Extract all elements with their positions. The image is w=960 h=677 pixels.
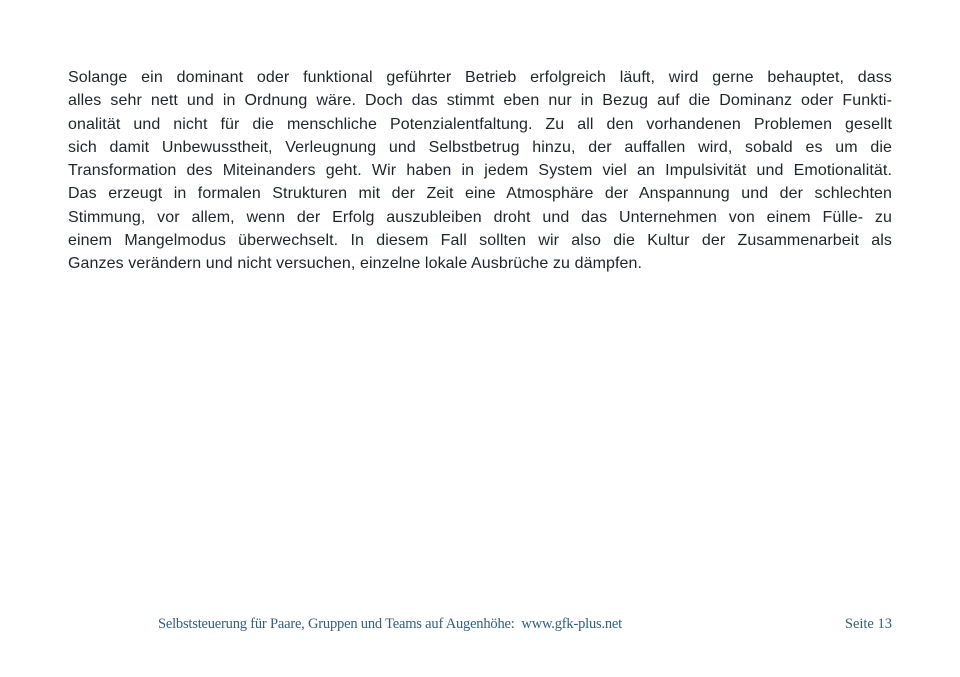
paragraph-line: alles sehr nett und in Ordnung wäre. Doch das stimmt eben nur in Bezug auf die Dominanz oder Funkti-: [68, 92, 892, 110]
paragraph-line: sich damit Unbewusstheit, Verleugnung und Selbstbetrug hinzu, der auffallen wird, sobald es um die: [68, 138, 892, 156]
page-number: Seite 13: [844, 616, 892, 632]
paragraph: [68, 66, 892, 276]
paragraph-line: Solange ein dominant oder funktional geführter Betrieb erfolgreich läuft, wird gerne behauptet, dass: [68, 69, 892, 86]
paragraph-line: Das erzeugt in formalen Strukturen mit der Zeit eine Atmosphäre der Anspannung und der schlechten: [68, 185, 892, 203]
paragraph-line: Transformation des Miteinanders geht. Wir haben in jedem System viel an Impulsivität und Emotionalität.: [68, 162, 892, 180]
footer-source-text: Selbststeuerung für Paare, Gruppen und Teams auf Augenhöhe: www.gfk-plus.net: [158, 616, 622, 632]
paragraph-line: Ganzes verändern und nicht versuchen, einzelne lokale Ausbrüche zu dämpfen.: [68, 255, 643, 273]
paragraph-line: Stimmung, vor allem, wenn der Erfolg auszubleiben droht und das Unternehmen von einem Fülle- zu: [68, 208, 892, 226]
paragraph-line: einem Mangelmodus überwechselt. In diesem Fall sollten wir also die Kultur der Zusammenarbeit als: [68, 232, 892, 250]
paragraph-line: onalität und nicht für die menschliche Potenzialentfaltung. Zu all den vorhandenen Problemen gesellt: [68, 115, 892, 133]
